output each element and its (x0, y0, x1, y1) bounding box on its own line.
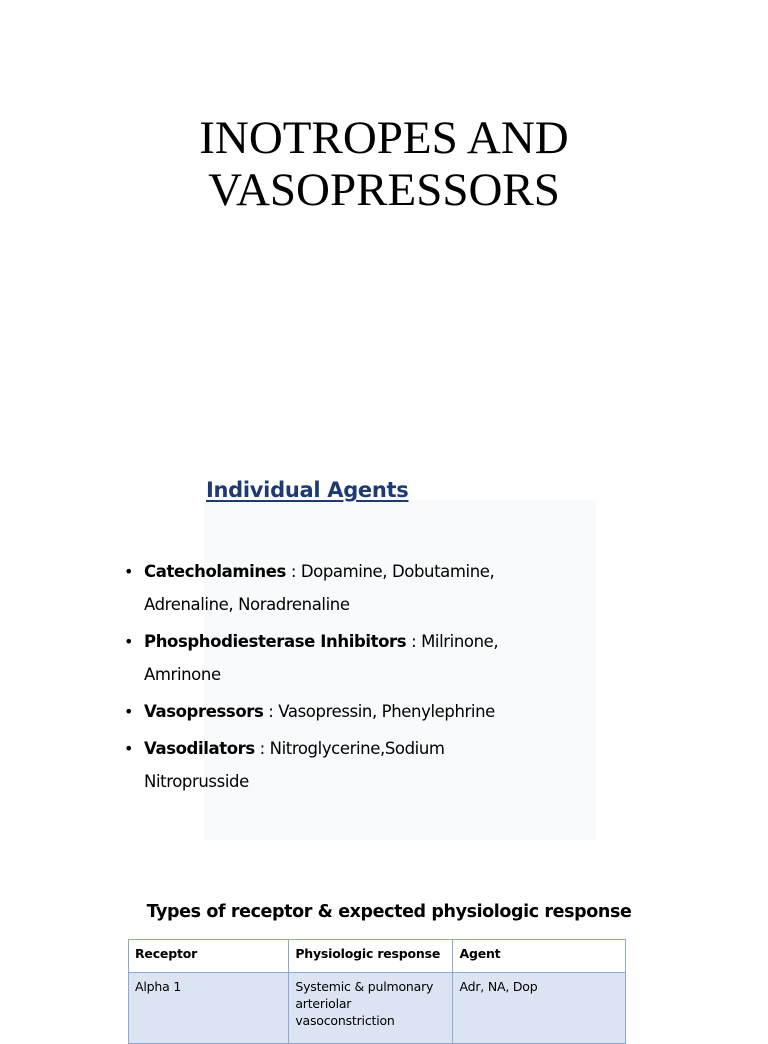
column-header-agent: Agent (453, 940, 626, 973)
receptor-types-heading: Types of receptor & expected physiologic response (146, 902, 632, 922)
bullet-icon: • (124, 562, 134, 581)
agent-list-item-phosphodiesterase (124, 625, 524, 691)
slide-title-line-2: VASOPRESSORS (208, 164, 560, 216)
agent-list-item-vasopressors (124, 695, 524, 728)
agent-examples-continued: Amrinone (144, 665, 221, 684)
cell-agent: Adr, NA, Dop (453, 973, 626, 1044)
agent-class-name: Phosphodiesterase Inhibitors (144, 632, 407, 651)
agent-class-name: Vasopressors (144, 702, 264, 721)
agent-examples-continued: Nitroprusside (144, 772, 249, 791)
column-header-receptor: Receptor (129, 940, 289, 973)
agent-examples: : Milrinone, (406, 632, 499, 651)
agent-list-item-vasodilators (124, 732, 524, 798)
cell-receptor: Alpha 1 (129, 973, 289, 1044)
column-header-physiologic-response: Physiologic response (289, 940, 453, 973)
cell-physiologic-response: Systemic & pulmonary arteriolar vasoconstriction (289, 973, 453, 1044)
agent-class-name: Catecholamines (144, 562, 286, 581)
agent-examples: : Dopamine, Dobutamine, (285, 562, 495, 581)
agent-class-name: Vasodilators (144, 739, 255, 758)
agent-examples-continued: Adrenaline, Noradrenaline (144, 595, 350, 614)
bullet-icon: • (124, 702, 134, 721)
individual-agents-slide (100, 450, 620, 850)
agent-list-item-catecholamines (124, 555, 524, 621)
individual-agents-heading: Individual Agents (206, 478, 409, 502)
slide-title (0, 112, 768, 216)
bullet-icon: • (124, 739, 134, 758)
agent-examples: : Vasopressin, Phenylephrine (263, 702, 495, 721)
table-header-row (129, 940, 626, 973)
receptor-table (128, 939, 626, 1044)
bullet-icon: • (124, 632, 134, 651)
slide-title-line-1: INOTROPES AND (199, 112, 569, 164)
agent-examples: : Nitroglycerine,Sodium (254, 739, 445, 758)
agent-list (124, 555, 524, 802)
table-row (129, 973, 626, 1044)
